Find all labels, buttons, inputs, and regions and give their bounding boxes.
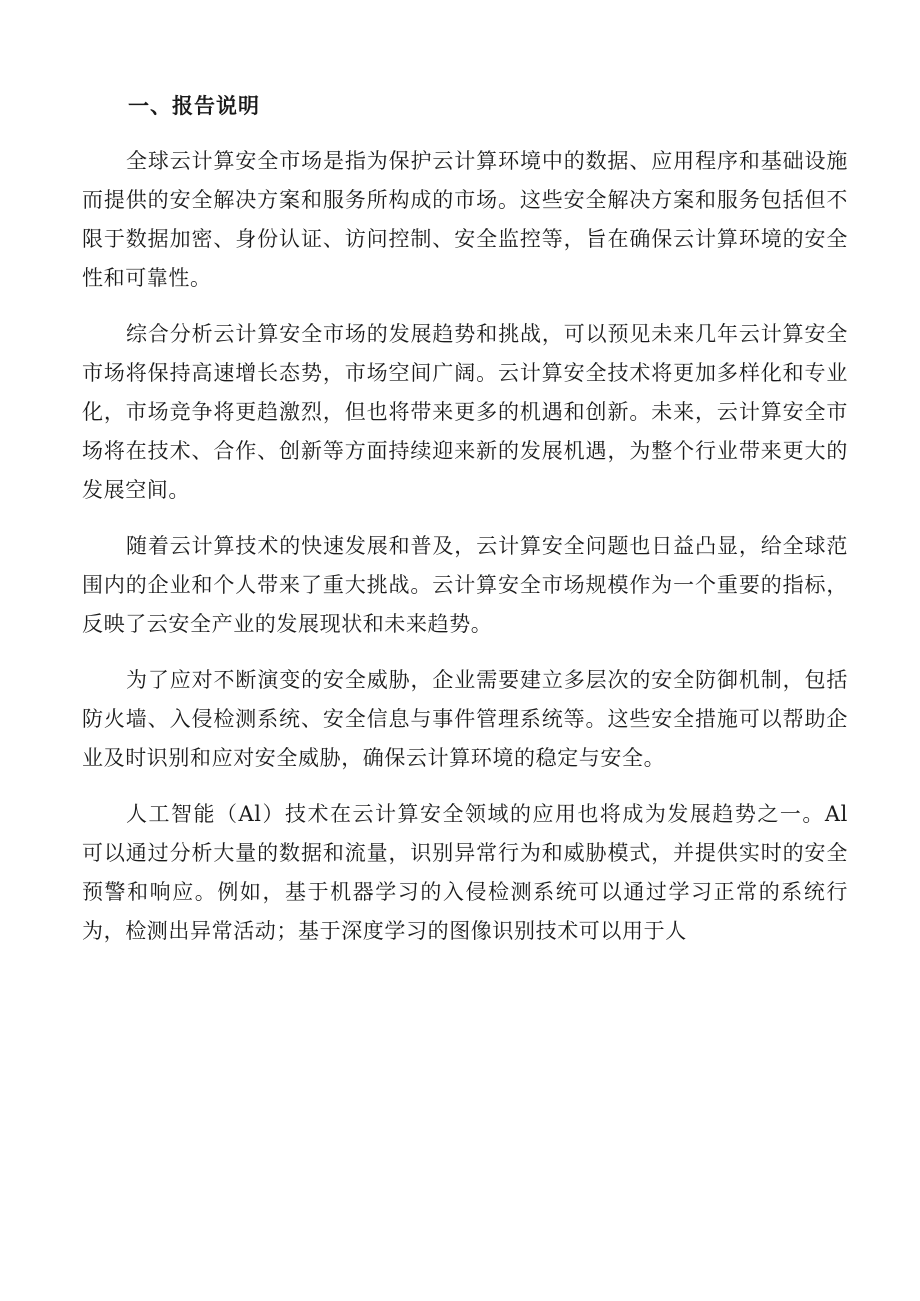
paragraph-ai-applications: 人工智能（Al）技术在云计算安全领域的应用也将成为发展趋势之一。Al 可以通过分析大量的数据和流量，识别异常行为和威胁模式，并提供实时的安全预警和响应。例如，基于机器学习的入侵检测系统可以通过学习正常的系统行为，检测出异常活动；基于深度学习的图像识别技术可以用于人 (82, 802, 848, 943)
paragraph-defense-mechanisms: 为了应对不断演变的安全威胁，企业需要建立多层次的安全防御机制，包括防火墙、入侵检测系统、安全信息与事件管理系统等。这些安全措施可以帮助企业及时识别和应对安全威胁，确保云计算环境的稳定与安全。 (82, 668, 848, 770)
section-heading: 一、报告说明 (128, 93, 260, 118)
paragraph-market-definition: 全球云计算安全市场是指为保护云计算环境中的数据、应用程序和基础设施而提供的安全解决方案和服务所构成的市场。这些安全解决方案和服务包括但不限于数据加密、身份认证、访问控制、安全监控等，旨在确保云计算环境的安全性和可靠性。 (82, 149, 848, 290)
paragraph-security-challenges: 随着云计算技术的快速发展和普及，云计算安全问题也日益凸显，给全球范围内的企业和个人带来了重大挑战。云计算安全市场规模作为一个重要的指标，反映了云安全产业的发展现状和未来趋势。 (82, 534, 848, 636)
paragraph-market-trends: 综合分析云计算安全市场的发展趋势和挑战，可以预见未来几年云计算安全市场将保持高速增长态势，市场空间广阔。云计算安全技术将更加多样化和专业化，市场竞争将更趋激烈，但也将带来更多的机遇和创新。未来，云计算安全市场将在技术、合作、创新等方面持续迎来新的发展机遇，为整个行业带来更大的发展空间。 (82, 322, 848, 502)
